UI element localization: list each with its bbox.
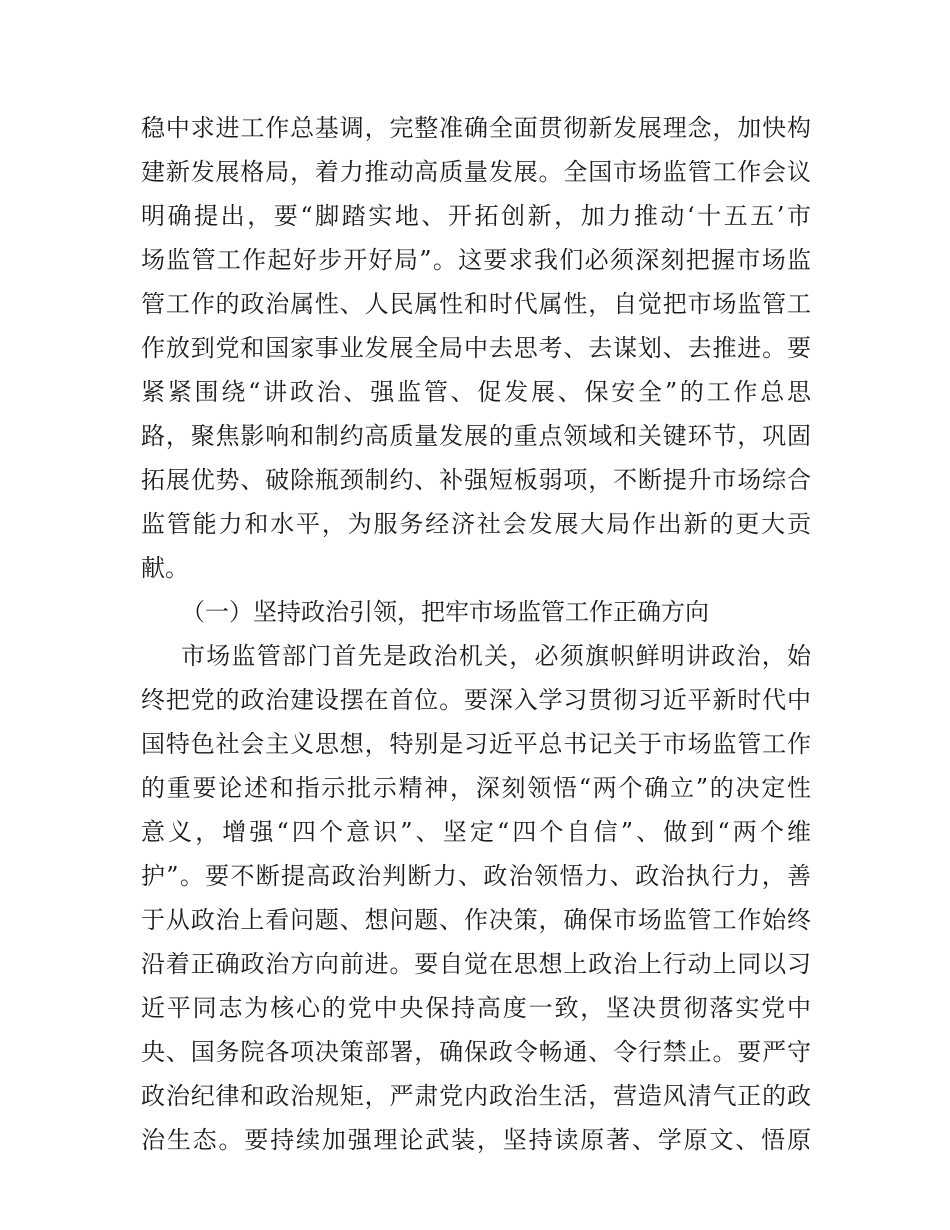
paragraph-line: 拓展优势、破除瓶颈制约、补强短板弱项，不断提升市场综合 — [141, 466, 811, 494]
paragraph-line: 明确提出，要“脚踏实地、开拓创新，加力推动‘十五五’市 — [141, 202, 811, 230]
paragraph-line: 稳中求进工作总基调，完整准确全面贯彻新发展理念，加快构 — [141, 114, 811, 142]
paragraph-line: 监管能力和水平，为服务经济社会发展大局作出新的更大贡 — [141, 510, 811, 538]
paragraph-line: 建新发展格局，着力推动高质量发展。全国市场监管工作会议 — [141, 158, 811, 186]
paragraph-line: 护”。要不断提高政治判断力、政治领悟力、政治执行力，善 — [141, 862, 811, 890]
paragraph-line: 管工作的政治属性、人民属性和时代属性，自觉把市场监管工 — [141, 290, 811, 318]
paragraph-line: 作放到党和国家事业发展全局中去思考、去谋划、去推进。要 — [141, 334, 811, 362]
paragraph-line: 紧紧围绕“讲政治、强监管、促发展、保安全”的工作总思 — [141, 378, 811, 406]
paragraph-line: 治生态。要持续加强理论武装，坚持读原著、学原文、悟原 — [141, 1126, 811, 1154]
paragraph-line: 沿着正确政治方向前进。要自觉在思想上政治上行动上同以习 — [141, 950, 811, 978]
paragraph-line: 献。 — [141, 554, 189, 582]
paragraph-line: 国特色社会主义思想，特别是习近平总书记关于市场监管工作 — [141, 730, 811, 758]
paragraph-line: 的重要论述和指示批示精神，深刻领悟“两个确立”的决定性 — [141, 774, 811, 802]
paragraph-line: 终把党的政治建设摆在首位。要深入学习贯彻习近平新时代中 — [141, 686, 811, 714]
paragraph-line: 场监管工作起好步开好局”。这要求我们必须深刻把握市场监 — [141, 246, 811, 274]
paragraph-line: 央、国务院各项决策部署，确保政令畅通、令行禁止。要严守 — [141, 1038, 811, 1066]
paragraph-line: 政治纪律和政治规矩，严肃党内政治生活，营造风清气正的政 — [141, 1082, 811, 1110]
paragraph-line: 于从政治上看问题、想问题、作决策，确保市场监管工作始终 — [141, 906, 811, 934]
section-heading: （一）坚持政治引领，把牢市场监管工作正确方向 — [181, 598, 709, 626]
paragraph-line: 路，聚焦影响和制约高质量发展的重点领域和关键环节，巩固 — [141, 422, 811, 450]
paragraph-line: 市场监管部门首先是政治机关，必须旗帜鲜明讲政治，始 — [181, 642, 811, 670]
paragraph-line: 近平同志为核心的党中央保持高度一致，坚决贯彻落实党中 — [141, 994, 811, 1022]
paragraph-line: 意义，增强“四个意识”、坚定“四个自信”、做到“两个维 — [141, 818, 811, 846]
